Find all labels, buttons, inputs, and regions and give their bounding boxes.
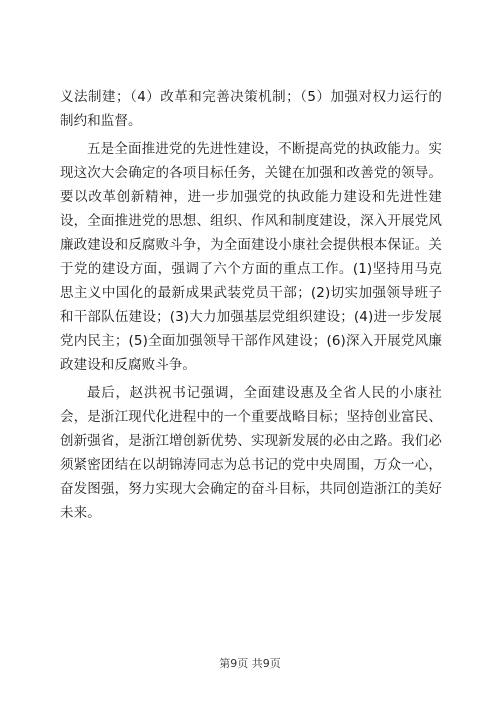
paragraph-1: 义法制建；（4）改革和完善决策机制；（5）加强对权力运行的制约和监督。 (60, 89, 442, 129)
paragraph-2: 五是全面推进党的先进性建设，不断提高党的执政能力。实现这次大会确定的各项目标任务，关键在加强和改善党的领导。要以改革创新精神，进一步加强党的执政能力建设和先进性建设，全面推进党的思想、组织、作风和制度建设，深入开展党风廉政建设和反腐败斗争，为全面建设小康社会提供根本保证。关于党的建设方面，强调了六个方面的重点工作。(1)坚持用马克思主义中国化的最新成果武装党员干部；(2)切实加强领导班子和干部队伍建设；(3)大力加强基层党组织建设；(4)进一步发展党内民主；(5)全面加强领导干部作风建设；(6)深入开展党风廉政建设和反腐败斗争。 (60, 141, 442, 373)
paragraph-3: 最后，赵洪祝书记强调，全面建设惠及全省人民的小康社会，是浙江现代化进程中的一个重要战略目标；坚持创业富民、创新强省，是浙江增创新优势、实现新发展的必由之路。我们必须紧密团结在以胡锦涛同志为总书记的党中央周围，万众一心，奋发图强，努力实现大会确定的奋斗目标，共同创造浙江的美好未来。 (60, 385, 442, 521)
page-number-footer: 第9页 共9页 (219, 657, 281, 670)
document-body (60, 85, 442, 525)
